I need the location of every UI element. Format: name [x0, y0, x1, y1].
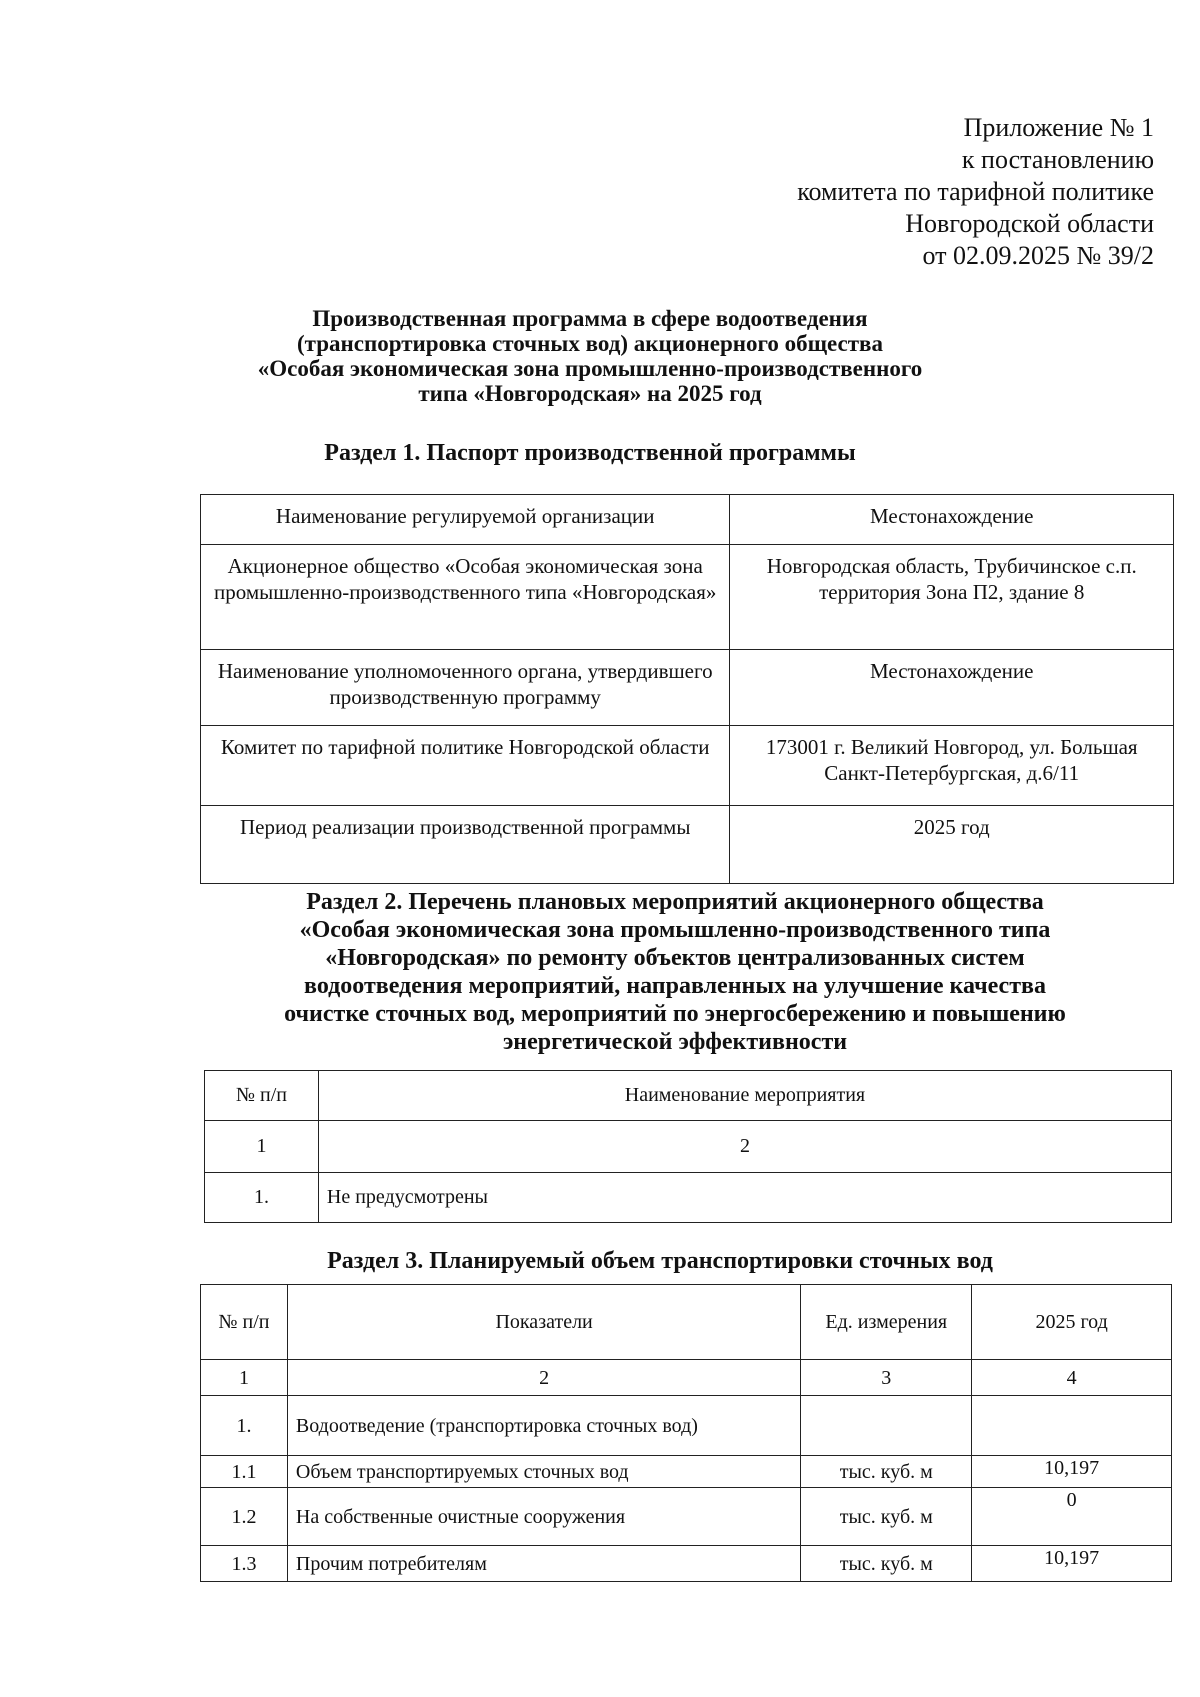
section1-title: Раздел 1. Паспорт производственной программы — [324, 440, 856, 466]
table-cell: 2 — [318, 1121, 1171, 1173]
table-cell: 10,197 — [972, 1546, 1172, 1582]
title-line: водоотведения мероприятий, направленных на улучшение качества — [304, 973, 1046, 999]
title-line: очистке сточных вод, мероприятий по энергосбережению и повышению — [284, 1001, 1066, 1027]
title-line: Раздел 2. Перечень плановых мероприятий акционерного общества — [306, 889, 1044, 915]
section3-title: Раздел 3. Планируемый объем транспортировки сточных вод — [327, 1248, 993, 1274]
title-line: типа «Новгородская» на 2025 год — [418, 381, 762, 406]
table-row — [201, 1546, 1172, 1582]
appendix-line: Приложение № 1 — [963, 113, 1154, 142]
table-cell — [801, 1396, 972, 1456]
appendix-line: комитета по тарифной политике — [797, 177, 1154, 206]
header-cell: Наименование мероприятия — [318, 1071, 1171, 1121]
appendix-line: Новгородской области — [905, 209, 1154, 238]
table-cell: 0 — [972, 1488, 1172, 1546]
table-cell: 1. — [205, 1173, 319, 1223]
table-cell: 2 — [287, 1360, 800, 1396]
table-cell: тыс. куб. м — [801, 1546, 972, 1582]
table-cell: тыс. куб. м — [801, 1456, 972, 1488]
measures-table — [204, 1070, 1172, 1223]
numbering-row — [201, 1360, 1172, 1396]
table-row — [205, 1173, 1172, 1223]
table-cell: Местонахождение — [730, 495, 1174, 545]
table-cell: Период реализации производственной программы — [201, 806, 730, 884]
table-cell: Новгородская область, Трубичинское с.п. территория Зона П2, здание 8 — [730, 545, 1174, 650]
appendix-line: от 02.09.2025 № 39/2 — [922, 241, 1154, 270]
table-cell: 1.3 — [201, 1546, 288, 1582]
table-cell: 3 — [801, 1360, 972, 1396]
header-cell: Показатели — [287, 1285, 800, 1360]
table-cell: тыс. куб. м — [801, 1488, 972, 1546]
title-line: «Особая экономическая зона промышленно-производственного — [257, 356, 923, 381]
table-row — [201, 650, 1174, 726]
table-cell: 1 — [201, 1360, 288, 1396]
table-row — [201, 726, 1174, 806]
title-line: Производственная программа в сфере водоотведения — [312, 306, 868, 331]
table-cell: Акционерное общество «Особая экономическая зона промышленно-производственного типа «Новгородская» — [201, 545, 730, 650]
table-row — [201, 806, 1174, 884]
numbering-row — [205, 1121, 1172, 1173]
table-cell — [972, 1396, 1172, 1456]
table-cell: 1.2 — [201, 1488, 288, 1546]
header-cell: № п/п — [201, 1285, 288, 1360]
header-cell: № п/п — [205, 1071, 319, 1121]
appendix-line: к постановлению — [961, 145, 1154, 174]
title-line: (транспортировка сточных вод) акционерного общества — [297, 331, 883, 356]
table-cell: Прочим потребителям — [287, 1546, 800, 1582]
table-cell: 1 — [205, 1121, 319, 1173]
header-cell: Ед. измерения — [801, 1285, 972, 1360]
table-cell: 1.1 — [201, 1456, 288, 1488]
table-row — [201, 1396, 1172, 1456]
appendix-block — [797, 112, 1154, 272]
table-row — [201, 495, 1174, 545]
table-cell: 4 — [972, 1360, 1172, 1396]
table-cell: Водоотведение (транспортировка сточных вод) — [287, 1396, 800, 1456]
header-cell: 2025 год — [972, 1285, 1172, 1360]
title-line: «Особая экономическая зона промышленно-производственного типа — [299, 917, 1051, 943]
table-cell: Объем транспортируемых сточных вод — [287, 1456, 800, 1488]
title-line: «Новгородская» по ремонту объектов централизованных систем — [325, 945, 1025, 971]
table-header-row — [205, 1071, 1172, 1121]
document-title — [200, 306, 980, 406]
table-cell: Наименование регулируемой организации — [201, 495, 730, 545]
table-header-row — [201, 1285, 1172, 1360]
table-cell: Комитет по тарифной политике Новгородской области — [201, 726, 730, 806]
table-cell: 173001 г. Великий Новгород, ул. Большая Санкт-Петербургская, д.6/11 — [730, 726, 1174, 806]
title-line: энергетической эффективности — [502, 1029, 848, 1055]
table-cell: 2025 год — [730, 806, 1174, 884]
table-cell: Местонахождение — [730, 650, 1174, 726]
volume-table — [200, 1284, 1172, 1582]
table-cell: Не предусмотрены — [318, 1173, 1171, 1223]
table-row — [201, 545, 1174, 650]
table-cell: Наименование уполномоченного органа, утвердившего производственную программу — [201, 650, 730, 726]
passport-table — [200, 494, 1174, 884]
table-cell: На собственные очистные сооружения — [287, 1488, 800, 1546]
table-row — [201, 1456, 1172, 1488]
table-cell: 10,197 — [972, 1456, 1172, 1488]
section2-title — [200, 888, 1150, 1056]
table-row — [201, 1488, 1172, 1546]
table-cell: 1. — [201, 1396, 288, 1456]
